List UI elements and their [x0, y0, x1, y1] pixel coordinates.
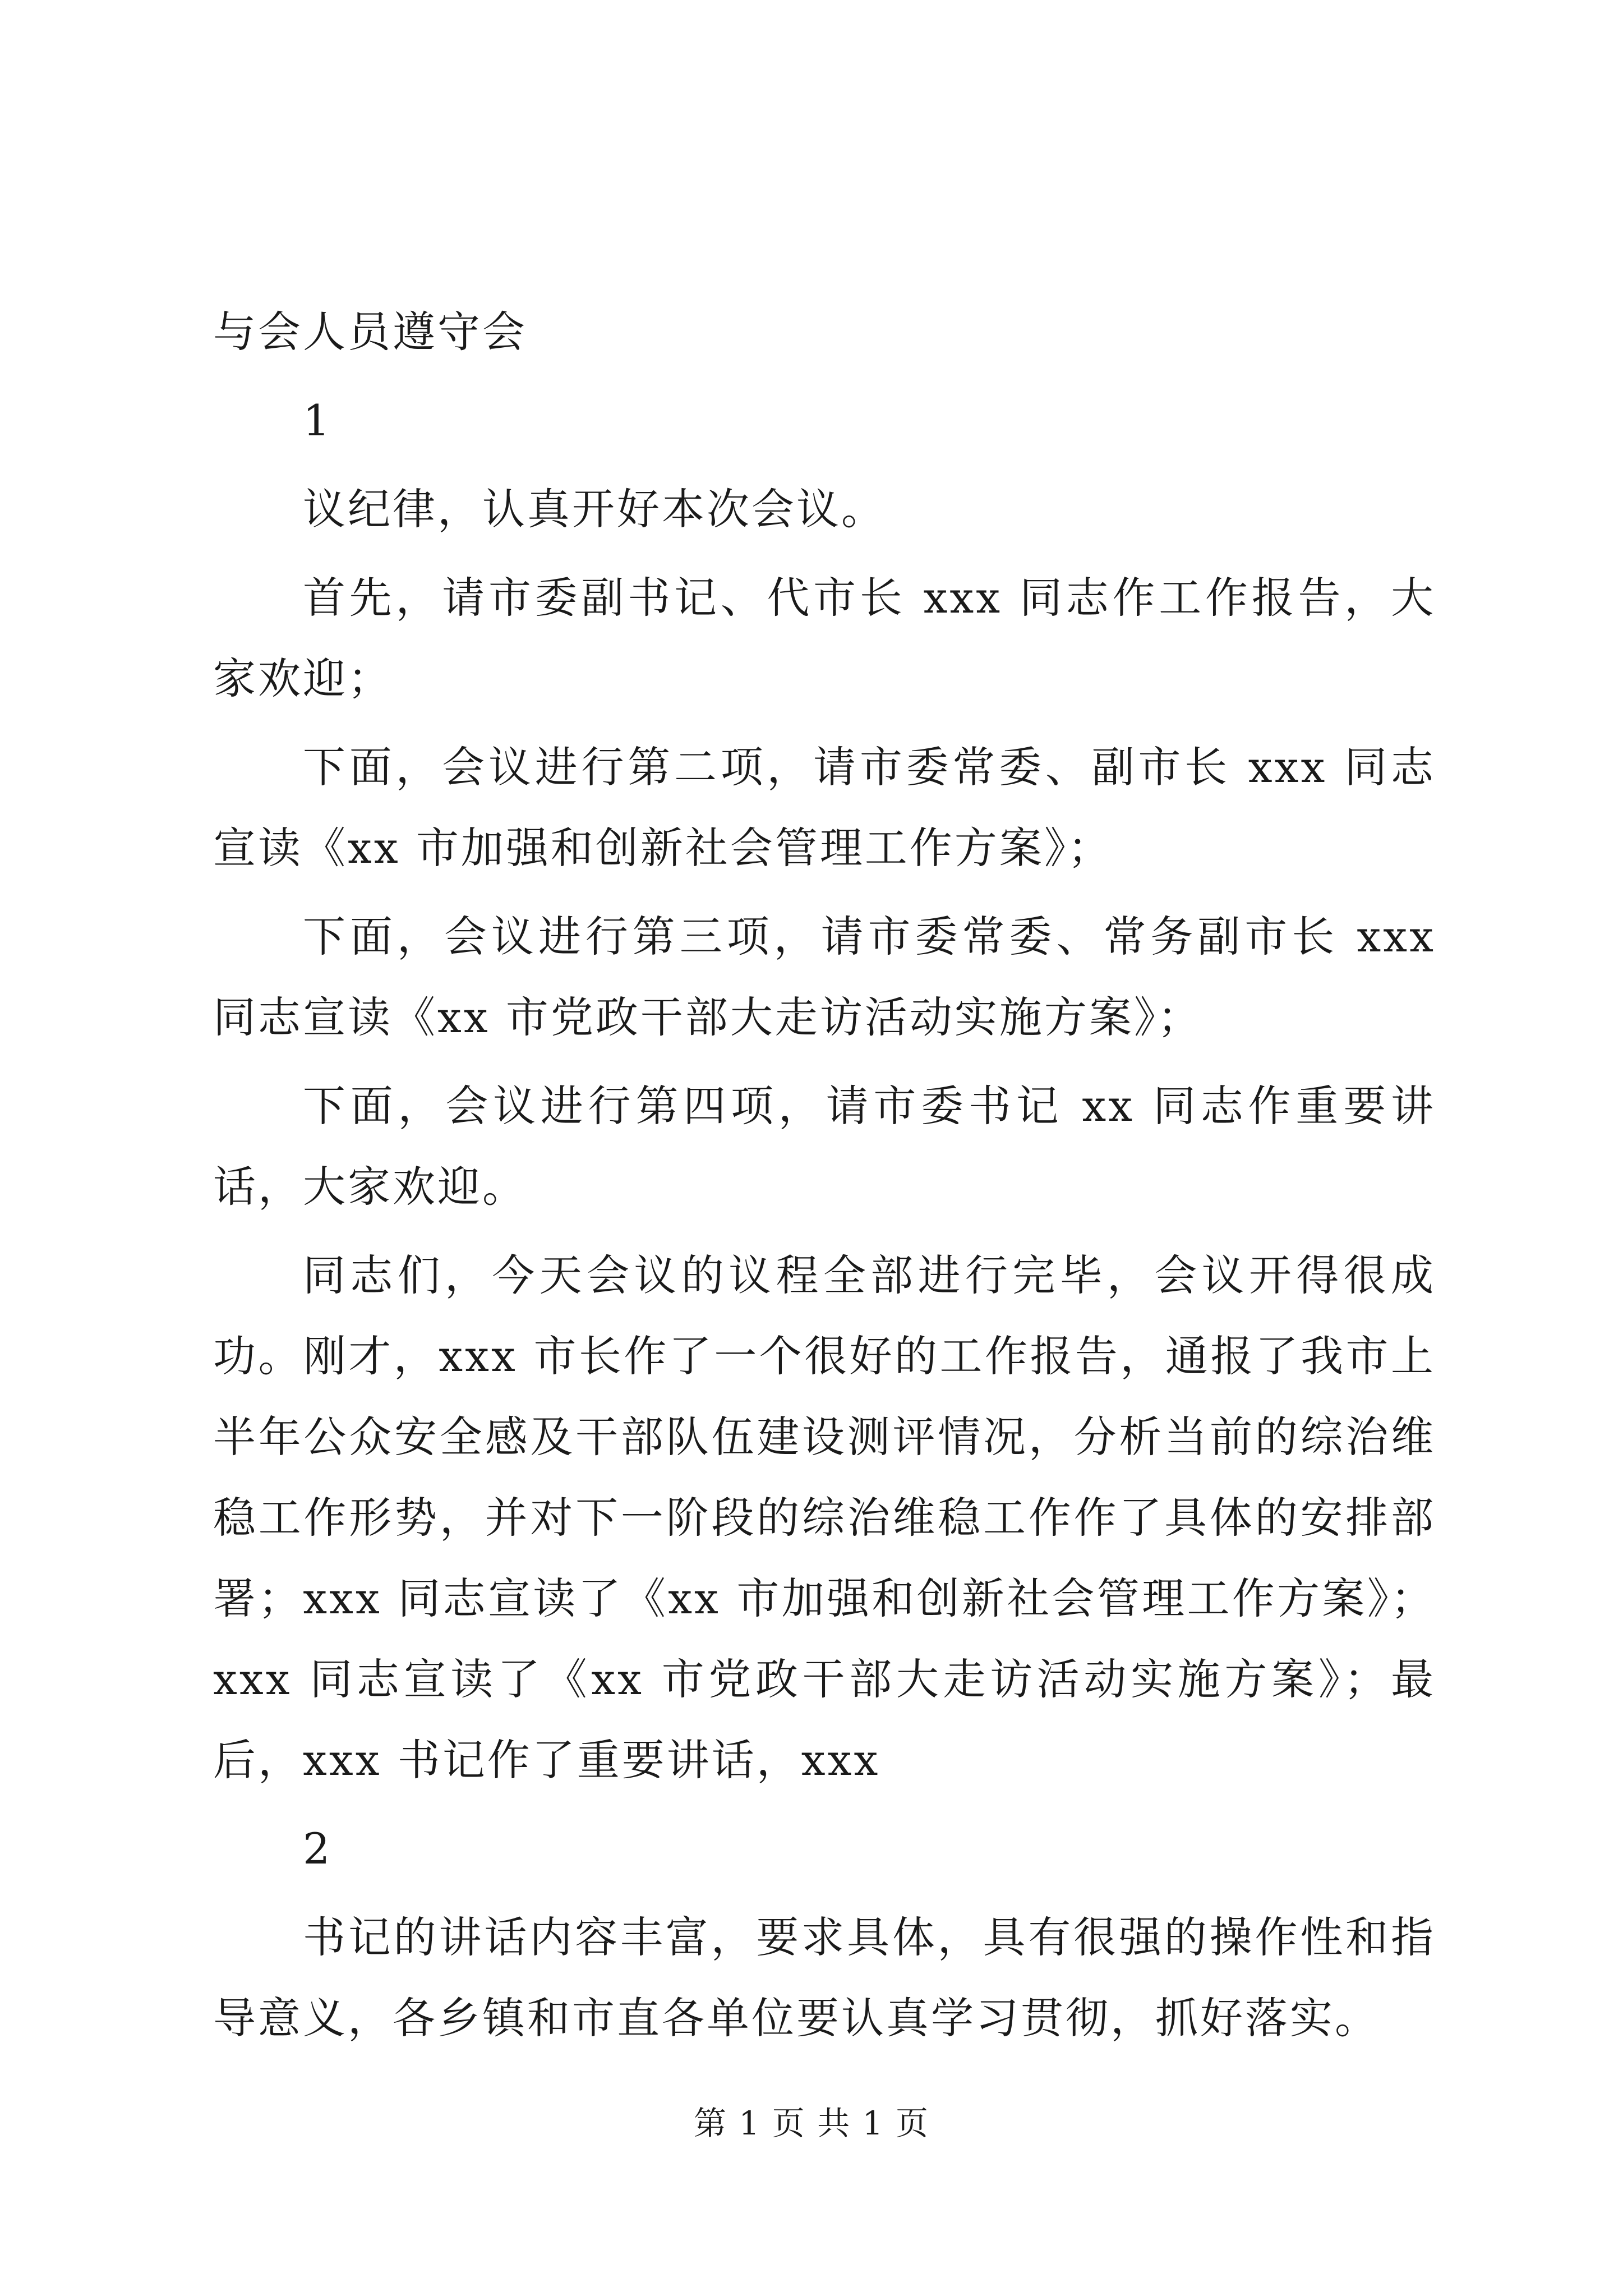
paragraph-first-item: 首先，请市委副书记、代市长 xxx 同志作工作报告，大家欢迎； [213, 573, 1436, 703]
paragraph-discipline: 议纪律，认真开好本次会议。 [303, 484, 886, 534]
paragraph-third-item: 下面，会议进行第三项，请市委常委、常务副市长 xxx 同志宣读《xx 市党政干部大走访活动实施方案》； [213, 912, 1436, 1042]
paragraph-summary: 同志们，今天会议的议程全部进行完毕，会议开得很成功。刚才，xxx 市长作了一个很好的工作报告，通报了我市上半年公众安全感及干部队伍建设测评情况，分析当前的综治维稳工作形势，并对下一阶段的综治维稳工作作了具体的安排部署；xxx 同志宣读了《xx 市加强和创新社会管理工作方案》；xxx 同志宣读了《xx 市党政干部大走访活动实施方案》；最后，xxx 书记作了重要讲话，xxx [213, 1250, 1436, 1785]
document-body [213, 292, 1436, 2067]
page-footer: 第 1 页 共 1 页 [694, 2104, 929, 2142]
paragraph-fourth-item: 下面，会议进行第四项，请市委书记 xx 同志作重要讲话，大家欢迎。 [213, 1081, 1436, 1212]
paragraph-opening: 与会人员遵守会 [213, 307, 527, 357]
paragraph-closing: 书记的讲话内容丰富，要求具体，具有很强的操作性和指导意义，各乡镇和市直各单位要认真学习贯彻，抓好落实。 [213, 1912, 1436, 2043]
page-marker-1: 1 [303, 395, 333, 445]
page-marker-2: 2 [303, 1824, 333, 1874]
paragraph-second-item: 下面，会议进行第二项，请市委常委、副市长 xxx 同志宣读《xx 市加强和创新社会管理工作方案》； [213, 742, 1436, 873]
